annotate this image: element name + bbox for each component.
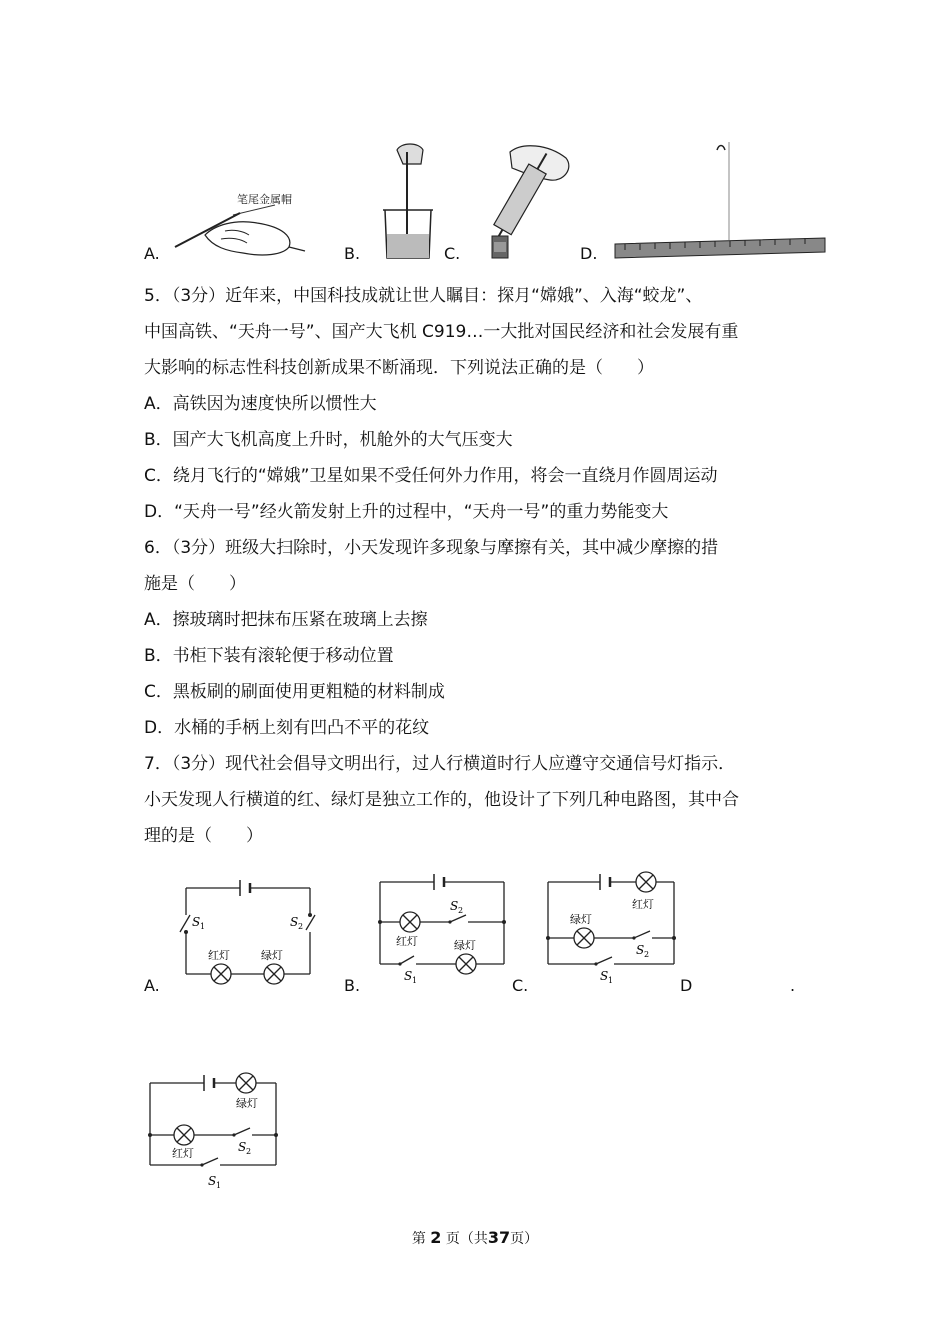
q5-option-c: C．绕月飞行的“嫦娥”卫星如果不受任何外力作用，将会一直绕月作圆周运动 [144, 466, 718, 486]
circuit-a [170, 870, 320, 995]
svg-text:S: S [450, 899, 459, 913]
svg-text:1: 1 [216, 1181, 222, 1190]
svg-text:1: 1 [412, 976, 418, 985]
circuit-d [140, 1065, 290, 1195]
q5-option-b: B．国产大飞机高度上升时，机舱外的大气压变大 [144, 430, 513, 450]
q5-stem-line2: 中国高铁、“天舟一号”、国产大飞机 C919…一大批对国民经济和社会发展有重 [144, 322, 739, 342]
q6-option-c: C．黑板刷的刷面使用更粗糙的材料制成 [144, 682, 445, 702]
svg-text:S: S [192, 915, 201, 929]
current-page-number: 2 [430, 1228, 442, 1247]
svg-text:红灯: 红灯 [632, 898, 654, 911]
svg-text:绿灯: 绿灯 [570, 913, 592, 926]
svg-text:2: 2 [246, 1147, 252, 1156]
q6-option-d: D．水桶的手柄上刻有凹凸不平的花纹 [144, 718, 430, 738]
q5-option-d: D．“天舟一号”经火箭发射上升的过程中，“天舟一号”的重力势能变大 [144, 502, 669, 522]
svg-text:2: 2 [644, 950, 650, 959]
svg-text:1: 1 [608, 976, 614, 985]
q5-stem-line3: 大影响的标志性科技创新成果不断涌现．下列说法正确的是（ ） [144, 358, 654, 378]
svg-text:S: S [636, 943, 645, 957]
svg-text:S: S [238, 1140, 247, 1154]
svg-text:2: 2 [458, 906, 464, 915]
svg-text:S: S [404, 969, 413, 983]
q4-option-a-label: A. [144, 244, 160, 263]
svg-text:红灯: 红灯 [208, 949, 230, 962]
svg-text:S: S [290, 915, 299, 929]
svg-text:2: 2 [298, 922, 304, 931]
q7-option-d-label: D [680, 976, 693, 995]
q7-stem-line2: 小天发现人行横道的红、绿灯是独立工作的，他设计了下列几种电路图，其中合 [144, 790, 739, 810]
q6-option-b: B．书柜下装有滚轮便于移动位置 [144, 646, 394, 666]
svg-text:S: S [208, 1174, 217, 1188]
syringe-illustration [470, 138, 580, 266]
q5-option-a: A．高铁因为速度快所以惯性大 [144, 394, 377, 414]
svg-text:绿灯: 绿灯 [236, 1097, 258, 1110]
svg-text:红灯: 红灯 [396, 935, 418, 948]
svg-text:红灯: 红灯 [172, 1147, 194, 1160]
pen-test-illustration [165, 185, 325, 265]
beaker-rod-illustration [375, 140, 440, 265]
q4-option-d-label: D. [580, 244, 598, 263]
q7-stem-line3: 理的是（ ） [144, 826, 263, 846]
rod-on-board-illustration [605, 140, 830, 265]
q6-stem-line2: 施是（ ） [144, 574, 246, 594]
svg-text:绿灯: 绿灯 [261, 949, 283, 962]
svg-text:1: 1 [200, 922, 206, 931]
q7-option-a-label: A. [144, 976, 160, 995]
total-page-count: 37 [487, 1228, 511, 1247]
q6-option-a: A．擦玻璃时把抹布压紧在玻璃上去擦 [144, 610, 428, 630]
q5-stem-line1: 5．（3分）近年来，中国科技成就让世人瞩目：探月“嫦娥”、入海“蛟龙”、 [144, 286, 703, 306]
q4-option-b-label: B. [344, 244, 361, 263]
pen-cap-label: 笔尾金属帽 [237, 193, 292, 206]
q4-option-c-label: C. [444, 244, 461, 263]
circuit-c [540, 866, 685, 996]
q7-option-d-dot: . [790, 976, 796, 995]
q7-option-b-label: B. [344, 976, 361, 995]
q6-stem-line1: 6．（3分）班级大扫除时，小天发现许多现象与摩擦有关，其中减少摩擦的措 [144, 538, 719, 558]
svg-text:绿灯: 绿灯 [454, 939, 476, 952]
q7-stem-line1: 7．（3分）现代社会倡导文明出行，过人行横道时行人应遵守交通信号灯指示． [144, 754, 736, 774]
page-footer: 第 2 页（共37页） [411, 1228, 539, 1247]
q7-option-c-label: C. [512, 976, 529, 995]
circuit-b [372, 866, 512, 996]
svg-text:S: S [600, 969, 609, 983]
